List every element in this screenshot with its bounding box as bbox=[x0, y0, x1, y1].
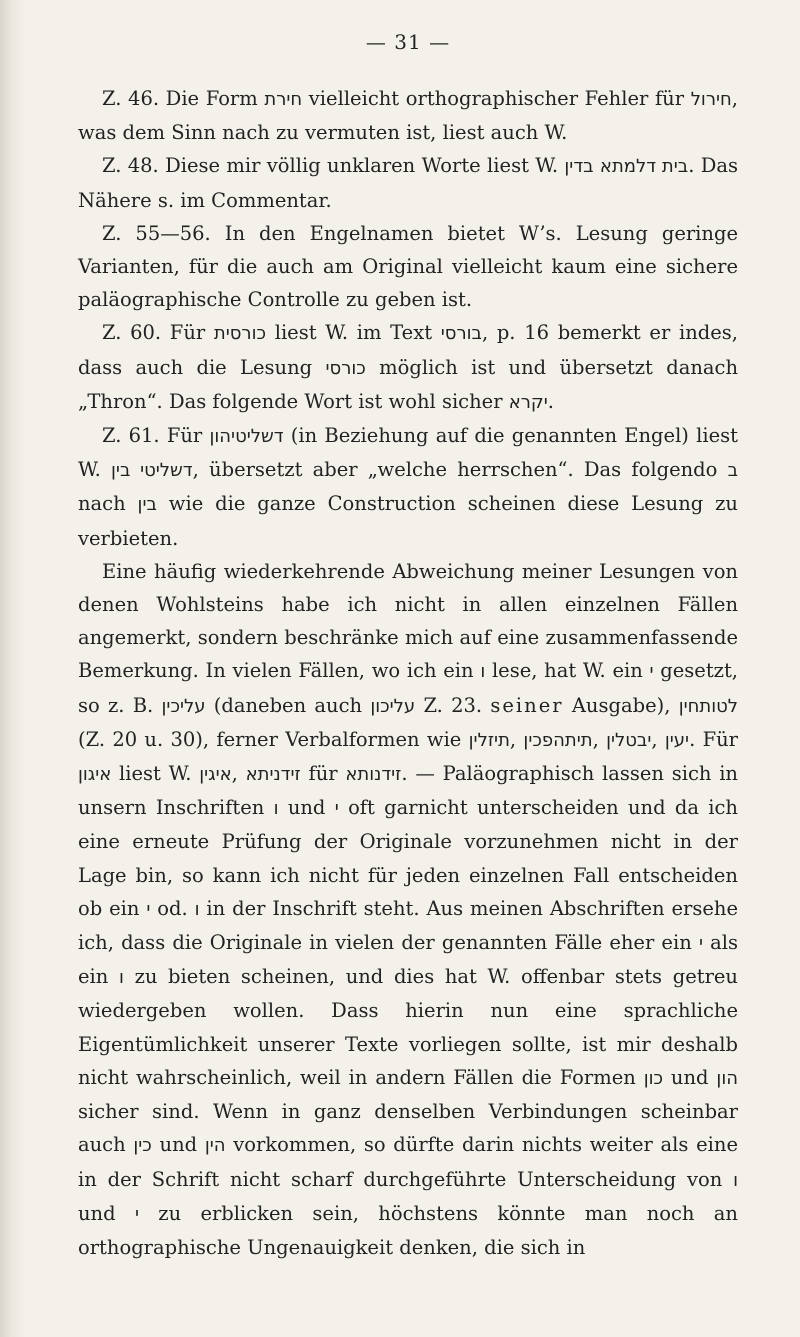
text-run: sicher sind. Wenn in ganz denselben Verbindungen scheinbar auch bbox=[78, 1100, 738, 1157]
hebrew-word: כורסי bbox=[325, 357, 366, 379]
text-run: nach bbox=[78, 492, 138, 516]
text-run: , bbox=[231, 762, 246, 786]
hebrew-word: י bbox=[698, 933, 703, 955]
hebrew-word: דשליטיהון bbox=[209, 426, 284, 448]
text-run: und bbox=[151, 1133, 205, 1157]
text-run: Z. 48. Diese mir völlig unklaren Worte liest W. bbox=[102, 154, 565, 178]
text-run: . — Paläographisch lassen sich in unsern Inschriften bbox=[78, 762, 738, 820]
paragraph-z48 bbox=[78, 149, 738, 216]
hebrew-word: זידנותא bbox=[345, 764, 402, 786]
hebrew-word: חירת bbox=[264, 89, 303, 110]
hebrew-word: יבטלין bbox=[606, 729, 652, 751]
page-edge-shadow bbox=[0, 0, 26, 1337]
hebrew-word: יקרא bbox=[508, 391, 548, 413]
hebrew-word: זידניתא bbox=[245, 764, 301, 786]
text-run: , bbox=[509, 727, 524, 751]
text-run: . Das Nähere s. im Commentar. bbox=[78, 154, 738, 212]
hebrew-word: י bbox=[649, 661, 654, 683]
text-run: zu erblicken sein, höchstens könnte man noch an orthographische Ungenauigkeit denken, die sich in bbox=[78, 1201, 738, 1259]
text-run: als ein bbox=[78, 931, 738, 989]
hebrew-word: יעין bbox=[664, 729, 690, 751]
hebrew-word: כורסית bbox=[213, 323, 267, 345]
hebrew-word: עליכין bbox=[161, 695, 206, 717]
text-run: od. bbox=[150, 896, 195, 920]
hebrew-word: ו bbox=[194, 898, 200, 920]
hebrew-word: הין bbox=[204, 1135, 226, 1157]
text-run: vielleicht orthographischer Fehler für bbox=[302, 87, 691, 110]
hebrew-word: איגין bbox=[199, 764, 232, 786]
text-run: Z. 46. Die Form bbox=[102, 87, 265, 110]
text-run: , p. 16 bemerkt er indes, dass auch die Lesung bbox=[78, 321, 738, 379]
text-run: und bbox=[78, 1201, 135, 1225]
text-run: Z. 55—56. In den Engelnamen bietet W’s. Lesung geringe Varianten, für die auch am Original vielleicht kaum eine sichere paläographische Controlle zu geben ist. bbox=[78, 221, 738, 312]
hebrew-word: בית דלמתא bbox=[599, 156, 689, 178]
text-run: Z. 61. Für bbox=[102, 424, 210, 448]
hebrew-word: חירול bbox=[690, 89, 732, 110]
text-run: Z. 60. Für bbox=[102, 321, 214, 345]
hebrew-word: הון bbox=[716, 1067, 738, 1089]
text-run: möglich ist und übersetzt danach „Thron“. Das folgende Wort ist wohl sicher bbox=[78, 355, 738, 413]
text-run: liest W. im Text bbox=[266, 321, 441, 345]
page-number: — 31 — bbox=[365, 30, 451, 54]
text-run: . Für bbox=[689, 727, 739, 751]
text-run: , übersetzt aber „welche herrschen“. Das folgendo bbox=[192, 458, 728, 482]
hebrew-word: ו bbox=[273, 798, 279, 820]
text-run: lese, hat W. ein bbox=[485, 659, 650, 683]
text-run: , was dem Sinn nach zu vermuten ist, liest auch W. bbox=[78, 87, 738, 145]
text-run: gesetzt, so z. B. bbox=[78, 659, 738, 717]
paragraph-z46 bbox=[78, 82, 738, 149]
spaced-text: seiner bbox=[490, 693, 564, 717]
paragraph-z60 bbox=[78, 316, 738, 419]
hebrew-word: תיתהפכין bbox=[523, 729, 593, 751]
hebrew-word: י bbox=[334, 798, 339, 820]
text-run: in der Inschrift steht. Aus meinen Abschriften ersehe ich, dass die Originale in vielen der genannten Fälle eher ein bbox=[78, 896, 738, 955]
hebrew-word: דשליטי בין bbox=[111, 460, 193, 482]
hebrew-word: ו bbox=[733, 1169, 738, 1191]
text-run: vorkommen, so dürfte darin nichts weiter als eine in der Schrift nicht scharf durchgeführte Unterscheidung von bbox=[78, 1133, 738, 1191]
text-run: oft garnicht unterscheiden und da ich eine erneute Prüfung der Originale vorzunehmen nicht in der Lage bin, so kann ich nicht für jeden einzelnen Fall entscheiden ob ein bbox=[78, 796, 738, 920]
text-run: für bbox=[300, 762, 346, 786]
paragraph-z61 bbox=[78, 419, 738, 555]
hebrew-word: כין bbox=[133, 1135, 152, 1157]
text-run: Eine häufig wiederkehrende Abweichung meiner Lesungen von denen Wohlsteins habe ich nicht in allen einzelnen Fällen angemerkt, sondern beschränke mich auf eine zusammenfassende Bemerkung. In vielen Fällen, wo ich ein bbox=[78, 559, 738, 683]
text-run: (in Beziehung auf die genannten Engel) liest W. bbox=[78, 424, 738, 482]
hebrew-word: ו bbox=[119, 967, 124, 989]
hebrew-word: י bbox=[134, 1203, 139, 1225]
hebrew-word: בדין bbox=[564, 156, 594, 178]
hebrew-word: תיזלין bbox=[468, 729, 510, 751]
text-run: (Z. 20 u. 30), ferner Verbalformen wie bbox=[78, 727, 469, 751]
text-run: wie die ganze Construction scheinen diese Lesung zu verbieten. bbox=[78, 492, 738, 550]
hebrew-word: בין bbox=[137, 494, 157, 516]
paragraph-z55-56 bbox=[78, 217, 738, 317]
hebrew-word: ו bbox=[480, 661, 486, 683]
text-run: Ausgabe), bbox=[563, 693, 679, 717]
hebrew-word: בורסי bbox=[440, 323, 482, 345]
text-run: und bbox=[278, 796, 335, 820]
hebrew-word: עליכון bbox=[370, 695, 416, 717]
text-run: zu bieten scheinen, und dies hat W. offenbar stets getreu wiedergeben wollen. Dass hierin nun eine sprachliche Eigentümlichkeit unserer Texte vorliegen sollte, ist mir deshalb nicht wahrscheinlich, weil in andern Fällen die Formen bbox=[78, 965, 738, 1089]
hebrew-word: ב bbox=[727, 460, 738, 482]
text-run: (daneben auch bbox=[205, 693, 371, 717]
text-run: , bbox=[651, 727, 665, 751]
hebrew-word: לטותחין bbox=[678, 695, 739, 717]
hebrew-word: איגון bbox=[78, 764, 112, 786]
text-run: liest W. bbox=[111, 762, 200, 786]
paragraph-remark bbox=[78, 555, 738, 1264]
hebrew-word: י bbox=[146, 898, 151, 920]
text-run: und bbox=[663, 1065, 717, 1089]
hebrew-word: כון bbox=[643, 1067, 664, 1089]
document-page bbox=[78, 30, 738, 1264]
text-run: , bbox=[592, 727, 607, 751]
text-run: Z. 23. bbox=[415, 693, 491, 717]
text-run: . bbox=[547, 389, 554, 413]
